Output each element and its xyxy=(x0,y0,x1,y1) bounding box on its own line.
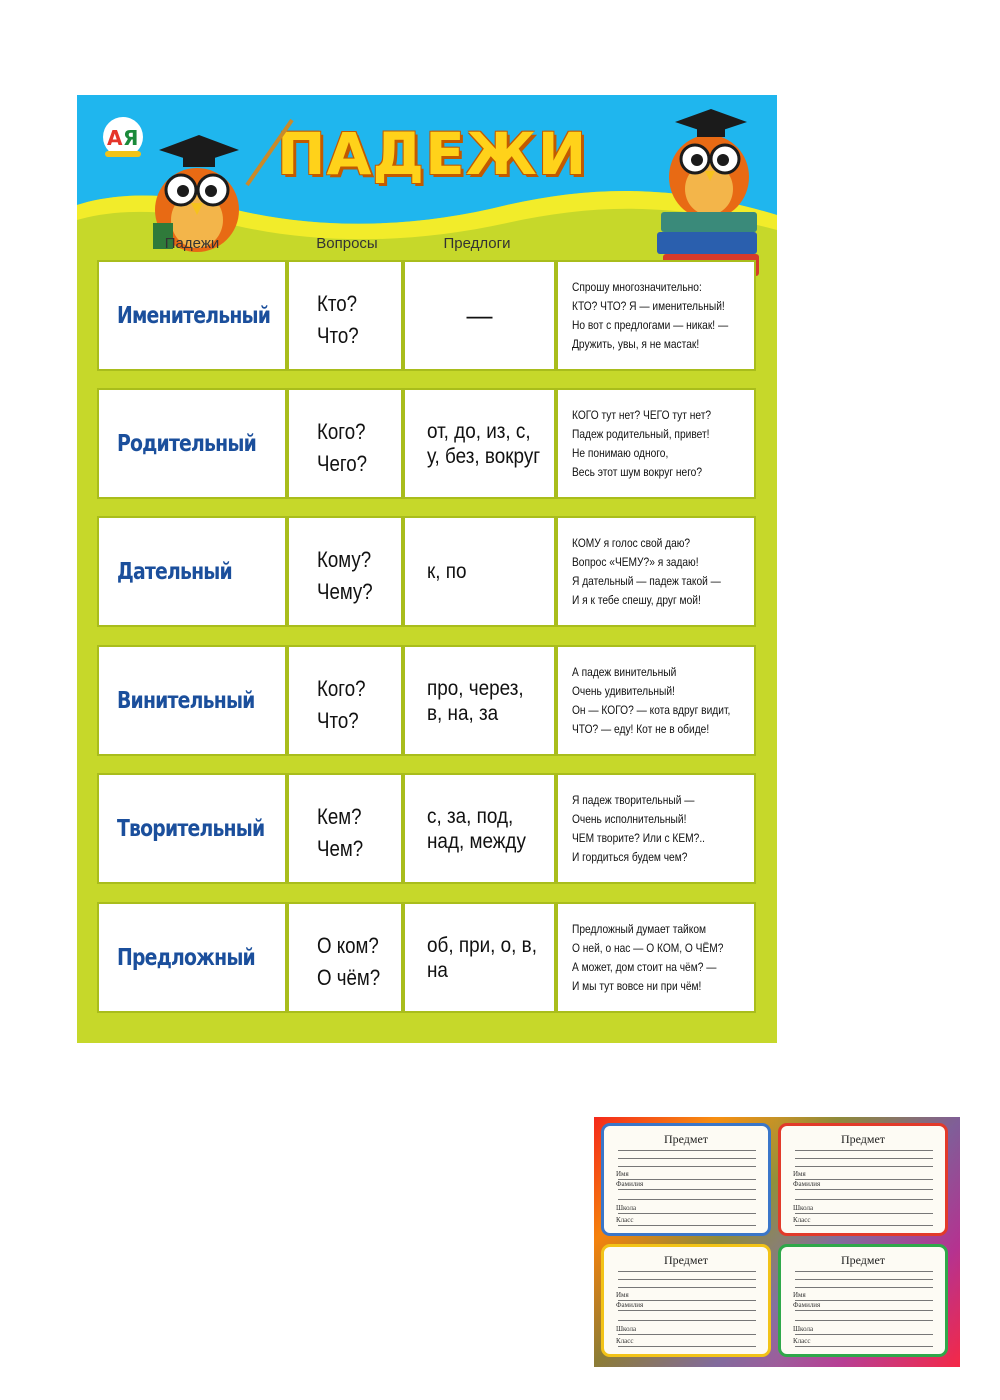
question-1: Кого? xyxy=(317,419,366,444)
labels-sheet xyxy=(594,1117,960,1367)
question-1: О ком? xyxy=(317,933,379,958)
question-2: О чём? xyxy=(317,965,381,990)
poster xyxy=(77,95,777,1043)
label-field-surname: Фамилия xyxy=(793,1301,821,1309)
label-field-grade: Класс xyxy=(616,1337,634,1345)
label-field-name: Имя xyxy=(616,1170,629,1178)
poem-cell xyxy=(556,260,756,371)
poem-line: Но вот с предлогами — никак! — xyxy=(572,317,729,332)
poem-cell xyxy=(556,516,756,627)
poem-line: ЧЕМ творите? Или с КЕМ?.. xyxy=(572,830,706,845)
questions-cell xyxy=(287,773,403,884)
poem-line: Он — КОГО? — кота вдруг видит, xyxy=(572,702,731,717)
case-name: Предложный xyxy=(117,944,255,971)
case-cell xyxy=(97,260,287,371)
label-field-school: Школа xyxy=(616,1204,637,1212)
poem-line: Я дательный — падеж такой — xyxy=(572,573,721,588)
poem-line: А падеж винительный xyxy=(572,664,677,679)
name-label-blue xyxy=(601,1123,771,1236)
case-row xyxy=(97,902,756,1017)
prepositions-cell xyxy=(403,773,556,884)
case-name: Именительный xyxy=(117,302,271,329)
svg-text:А: А xyxy=(107,126,123,150)
poem-cell xyxy=(556,388,756,499)
prepositions-cell xyxy=(403,902,556,1013)
label-field-surname: Фамилия xyxy=(616,1301,644,1309)
poem-line: И я к тебе спешу, друг мой! xyxy=(572,592,701,607)
column-header-prepositions: Предлоги xyxy=(443,235,511,252)
case-name: Дательный xyxy=(117,558,232,585)
label-field-grade: Класс xyxy=(793,1216,811,1224)
case-cell xyxy=(97,516,287,627)
questions-cell xyxy=(287,388,403,499)
case-cell xyxy=(97,902,287,1013)
prepositions-cell xyxy=(403,516,556,627)
owl-teacher-left-icon xyxy=(147,115,297,255)
question-2: Чему? xyxy=(317,579,373,604)
poem-line: Очень исполнительный! xyxy=(572,811,687,826)
poem-line: И мы тут вовсе ни при чём! xyxy=(572,978,702,993)
label-title: Предмет xyxy=(663,1132,709,1146)
poem-line: О ней, о нас — О КОМ, О ЧЁМ? xyxy=(572,940,724,955)
name-label-red xyxy=(778,1123,948,1236)
label-field-grade: Класс xyxy=(616,1216,634,1224)
label-field-school: Школа xyxy=(793,1325,814,1333)
poem-line: Я падеж творительный — xyxy=(572,792,695,807)
poem-line: А может, дом стоит на чём? — xyxy=(572,959,717,974)
poem-line: Спрошу многозначительно: xyxy=(572,279,702,294)
poem-line: Не понимаю одного, xyxy=(572,445,669,460)
prepositions: — xyxy=(466,300,493,330)
poem-cell xyxy=(556,773,756,884)
prepositions-cell xyxy=(403,260,556,371)
case-row xyxy=(97,645,756,760)
svg-text:Я: Я xyxy=(123,126,139,150)
poem-cell xyxy=(556,902,756,1013)
case-name: Винительный xyxy=(117,687,255,714)
case-row xyxy=(97,516,756,631)
column-header-case: Падежи xyxy=(164,235,220,252)
poem-line: КОГО тут нет? ЧЕГО тут нет? xyxy=(572,407,712,422)
label-field-surname: Фамилия xyxy=(793,1180,821,1188)
label-title: Предмет xyxy=(663,1253,709,1267)
label-title: Предмет xyxy=(840,1253,886,1267)
poem-line: КОМУ я голос свой даю? xyxy=(572,535,691,550)
questions-cell xyxy=(287,902,403,1013)
case-row xyxy=(97,388,756,503)
poem-line: Очень удивительный! xyxy=(572,683,675,698)
case-name: Творительный xyxy=(117,815,265,842)
questions-cell xyxy=(287,260,403,371)
label-title: Предмет xyxy=(840,1132,886,1146)
label-field-grade: Класс xyxy=(793,1337,811,1345)
prepositions: про, через, в, на, за xyxy=(427,676,524,725)
label-field-name: Имя xyxy=(616,1291,629,1299)
poster-title: ПАДЕЖИ xyxy=(277,120,588,188)
poem-line: ЧТО? — еду! Кот не в обиде! xyxy=(572,721,710,736)
prepositions: об, при, о, в, на xyxy=(427,933,537,982)
prepositions: к, по xyxy=(427,560,467,583)
case-cell xyxy=(97,773,287,884)
column-header-questions: Вопросы xyxy=(316,235,378,252)
case-row xyxy=(97,260,756,375)
poem-line: И гордиться будем чем? xyxy=(572,849,688,864)
poem-line: Дружить, увы, я не мастак! xyxy=(572,336,700,351)
case-name: Родительный xyxy=(117,430,256,457)
poem-line: Падеж родительный, привет! xyxy=(572,426,710,441)
question-1: Кому? xyxy=(317,547,372,572)
prepositions: от, до, из, с, у, без, вокруг xyxy=(427,419,541,468)
poem-line: КТО? ЧТО? Я — именительный! xyxy=(572,298,725,313)
label-field-school: Школа xyxy=(793,1204,814,1212)
label-field-surname: Фамилия xyxy=(616,1180,644,1188)
prepositions-cell xyxy=(403,645,556,756)
label-field-name: Имя xyxy=(793,1291,806,1299)
poem-line: Предложный думает тайком xyxy=(572,921,707,936)
question-2: Чего? xyxy=(317,451,368,476)
case-row xyxy=(97,773,756,888)
poem-line: Весь этот шум вокруг него? xyxy=(572,464,703,479)
question-1: Кто? xyxy=(317,291,358,316)
case-cell xyxy=(97,645,287,756)
question-2: Что? xyxy=(317,708,359,733)
logo xyxy=(95,115,151,161)
poem-line: Вопрос «ЧЕМУ?» я задаю! xyxy=(572,554,699,569)
question-2: Чем? xyxy=(317,836,364,861)
name-label-yellow xyxy=(601,1244,771,1357)
name-label-green xyxy=(778,1244,948,1357)
question-1: Кого? xyxy=(317,676,366,701)
questions-cell xyxy=(287,645,403,756)
label-field-school: Школа xyxy=(616,1325,637,1333)
poem-cell xyxy=(556,645,756,756)
prepositions-cell xyxy=(403,388,556,499)
questions-cell xyxy=(287,516,403,627)
prepositions: с, за, под, над, между xyxy=(427,804,526,853)
case-cell xyxy=(97,388,287,499)
question-1: Кем? xyxy=(317,804,362,829)
label-field-name: Имя xyxy=(793,1170,806,1178)
question-2: Что? xyxy=(317,323,359,348)
